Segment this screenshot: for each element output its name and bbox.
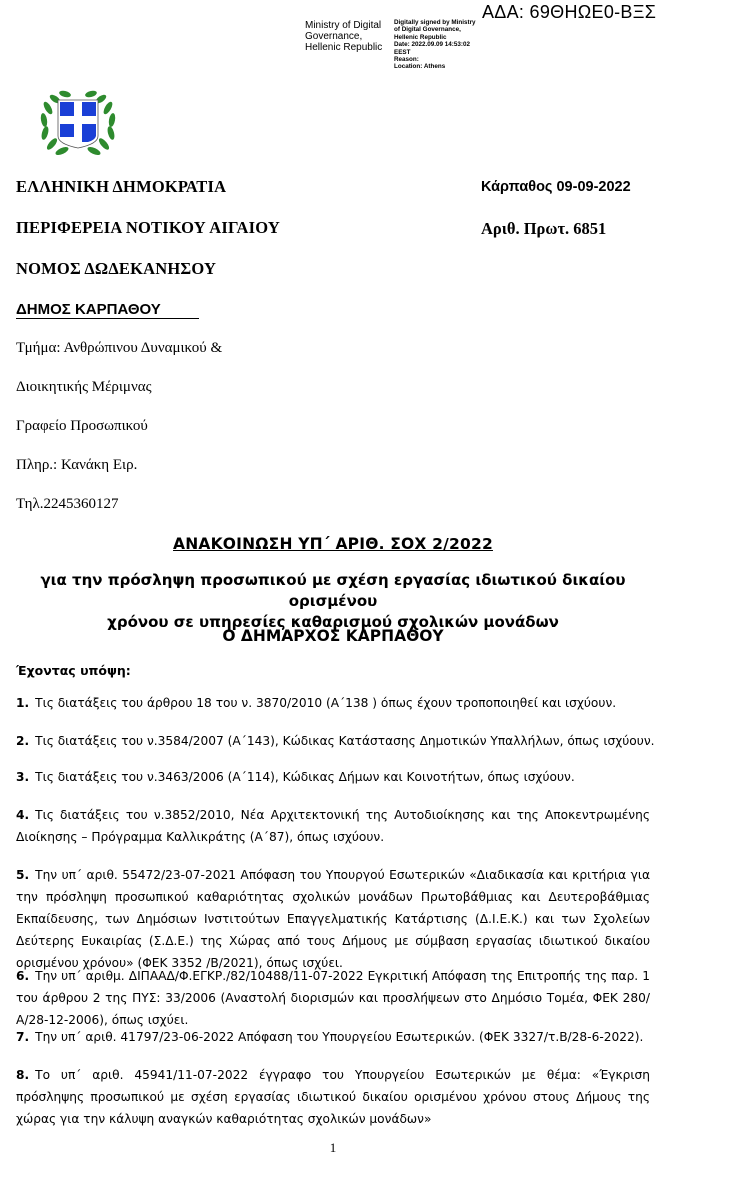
signature-detail-line: Digitally signed by Ministry [394,19,476,26]
item-number: 5. [16,868,30,882]
signature-detail-line: EEST [394,48,411,56]
item-text: Την υπ΄ αριθμ. ΔΙΠΑΑΔ/Φ.ΕΓΚΡ./82/10488/11-07-2022 Εγκριτική Απόφαση της Επιτροπής της παρ. 1 του άρθρου 2 της ΠΥΣ: 33/2006 (Αναστολή διορισμών και προσλήψεων στο Δημόσιο Τομέα, ΦΕΚ 280/Α/28-12-2006), όπως ισχύει. [16,969,650,1027]
subject-line: για την πρόσληψη προσωπικού με σχέση εργασίας ιδιωτικού δικαίου ορισμένου [40,571,626,610]
greek-coat-of-arms-icon [38,88,118,158]
item-number: 7. [16,1030,30,1044]
signature-detail-line: of Digital Governance, [394,26,461,34]
list-item [16,804,650,848]
municipality-heading: ΔΗΜΟΣ ΚΑΡΠΑΘΟΥ [16,302,199,319]
contact-person: Πληρ.: Κανάκη Ειρ. [16,457,138,473]
item-number: 2. [16,734,30,748]
contact-phone: Τηλ.2245360127 [16,496,119,512]
item-text: Τις διατάξεις του άρθρου 18 του ν. 3870/2010 (Α΄138 ) όπως έχουν τροποποιηθεί και ισχύουν. [35,696,617,710]
item-text: Το υπ΄ αριθ. 45941/11-07-2022 έγγραφο του Υπουργείου Εσωτερικών με θέμα: «Έγκριση πρόσληψης προσωπικού με σχέση εργασίας ιδιωτικού δικαίου ορισμένου χρόνου στους Δήμους της χώρας για την κάλυψη αναγκών καθαριότητας σχολικών μονάδων» [16,1068,650,1126]
signature-detail-line: Hellenic Republic [394,33,447,41]
list-item [16,766,650,788]
item-number: 3. [16,770,30,784]
country-heading: ΕΛΛΗΝΙΚΗ ΔΗΜΟΚΡΑΤΙΑ [16,177,227,196]
signature-details [394,19,476,71]
prefecture-heading: ΝΟΜΟΣ ΔΩΔΕΚΑΝΗΣΟΥ [16,259,217,278]
ada-code: ΑΔΑ: 69ΘΗΩΕ0-ΒΞΣ [482,2,657,22]
office-name: Γραφείο Προσωπικού [16,418,148,434]
list-item [16,730,655,752]
protocol-number: Αριθ. Πρωτ. 6851 [481,219,607,238]
mayor-heading: Ο ΔΗΜΑΡΧΟΣ ΚΑΡΠΑΘΟΥ [222,627,444,645]
announcement-subject [0,570,666,633]
list-item [16,965,650,1031]
region-heading: ΠΕΡΙΦΕΡΕΙΑ ΝΟΤΙΚΟΥ ΑΙΓΑΙΟΥ [16,218,281,237]
subject-line: χρόνου σε υπηρεσίες καθαρισμού σχολικών μονάδων [107,613,559,631]
list-item [16,692,650,714]
list-item [16,1064,650,1130]
list-item [16,864,650,974]
item-text: Την υπ΄ αριθ. 41797/23-06-2022 Απόφαση του Υπουργείου Εσωτερικών. (ΦΕΚ 3327/τ.Β/28-6-2022). [35,1030,644,1044]
document-date: Κάρπαθος 09-09-2022 [481,179,631,195]
item-number: 4. [16,808,30,822]
item-text: Τις διατάξεις του ν.3852/2010, Νέα Αρχιτεκτονική της Αυτοδιοίκησης και της Αποκεντρωμένης Διοίκησης – Πρόγραμμα Καλλικράτης (Α΄87), όπως ισχύουν. [16,808,650,844]
announcement-title: ΑΝΑΚΟΙΝΩΣΗ ΥΠ΄ ΑΡΙΘ. ΣΟΧ 2/2022 [173,535,493,553]
signer-line: Governance, [305,31,363,42]
item-number: 8. [16,1068,30,1082]
signature-detail-line: Date: 2022.09.09 14:53:02 [394,41,470,49]
page-number: 1 [329,1140,337,1155]
item-text: Τις διατάξεις του ν.3463/2006 (Α΄114), Κώδικας Δήμων και Κοινοτήτων, όπως ισχύουν. [35,770,575,784]
signer-line: Hellenic Republic [305,42,383,53]
signer-line: Ministry of Digital [305,20,382,31]
item-number: 6. [16,969,30,983]
signature-detail-line: Location: Athens [394,63,446,71]
item-text: Τις διατάξεις του ν.3584/2007 (Α΄143), Κώδικας Κατάστασης Δημοτικών Υπαλλήλων, όπως ισχύουν. [35,734,655,748]
signer-organization [305,20,382,53]
department-name-cont: Διοικητικής Μέριμνας [16,379,152,395]
item-number: 1. [16,696,30,710]
considering-heading: Έχοντας υπόψη: [16,663,131,678]
list-item [16,1026,650,1048]
signature-detail-line: Reason: [394,56,419,64]
department-name: Τμήμα: Ανθρώπινου Δυναμικού & [16,340,223,356]
item-text: Την υπ΄ αριθ. 55472/23-07-2021 Απόφαση του Υπουργού Εσωτερικών «Διαδικασία και κριτήρια για την πρόσληψη προσωπικού καθαριότητας σχολικών μονάδων Πρωτοβάθμιας και Δευτεροβάθμιας Εκπαίδευσης, των Δημόσιων Ινστιτούτων Επαγγελματικής Κατάρτισης (Δ.Ι.Ε.Κ.) και των Σχολείων Δεύτερης Ευκαιρίας (Σ.Δ.Ε.) της Χώρας από τους Δήμους με σύμβαση εργασίας ιδιωτικού δικαίου ορισμένου χρόνου» (ΦΕΚ 3352 /Β/2021), όπως ισχύει. [16,868,650,970]
